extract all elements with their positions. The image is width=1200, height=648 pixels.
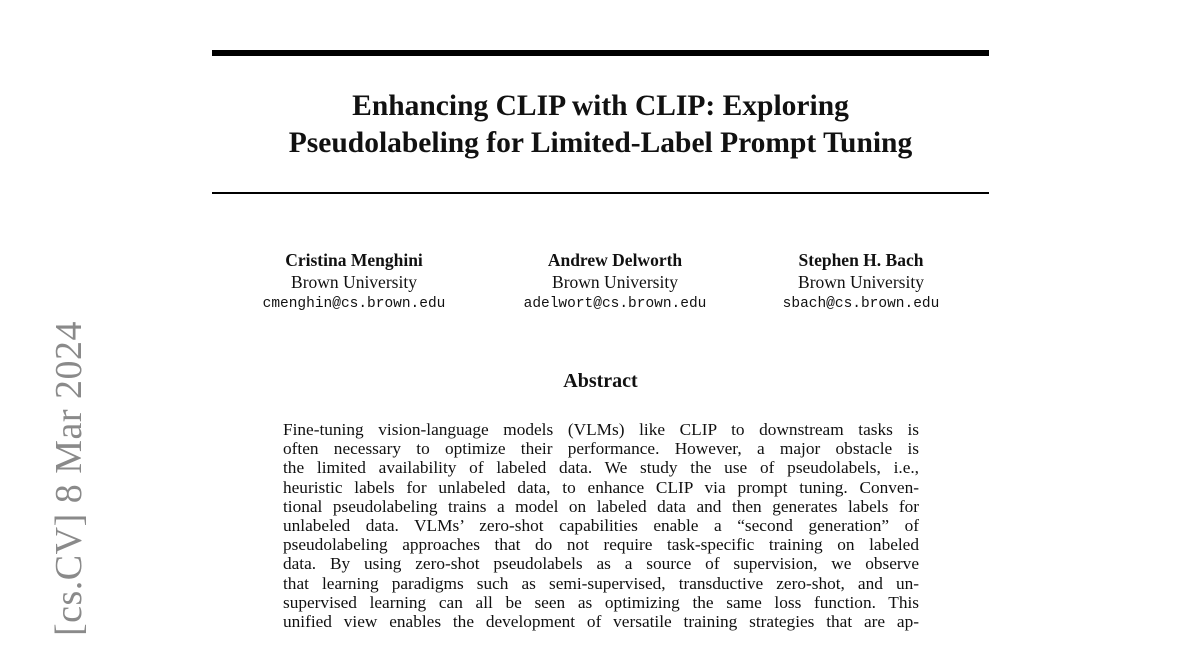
abstract-line: data. By using zero-shot pseudolabels as a source of supervision, we observe bbox=[283, 554, 919, 574]
abstract-line: pseudolabeling approaches that do not require task-specific training on labeled bbox=[283, 535, 919, 555]
title-bottom-rule bbox=[212, 192, 989, 194]
title-line-2: Pseudolabeling for Limited-Label Prompt Tuning bbox=[288, 127, 913, 159]
abstract-line: the limited availability of labeled data. We study the use of pseudolabels, i.e., bbox=[283, 458, 919, 478]
author-email[interactable]: cmenghin@cs.brown.edu bbox=[262, 296, 446, 312]
abstract-line: unified view enables the development of versatile training strategies that are ap- bbox=[283, 611, 919, 631]
author-email[interactable]: sbach@cs.brown.edu bbox=[782, 296, 940, 312]
abstract-line: supervised learning can all be seen as optimizing the same loss function. This bbox=[283, 592, 919, 612]
author-block-3 bbox=[731, 249, 991, 315]
author-name: Cristina Menghini bbox=[285, 250, 423, 270]
author-block-1 bbox=[224, 249, 484, 315]
abstract-line: that learning paradigms such as semi-supervised, transductive zero-shot, and un- bbox=[283, 573, 919, 593]
title-top-rule bbox=[212, 50, 989, 56]
abstract-line: heuristic labels for unlabeled data, to enhance CLIP via prompt tuning. Conven- bbox=[283, 477, 919, 497]
abstract-line: often necessary to optimize their performance. However, a major obstacle is bbox=[283, 439, 919, 459]
title-line-1: Enhancing CLIP with CLIP: Exploring bbox=[352, 90, 849, 122]
abstract-line: tional pseudolabeling trains a model on labeled data and then generates labels for bbox=[283, 496, 919, 516]
paper-title bbox=[212, 88, 989, 162]
author-affiliation: Brown University bbox=[798, 272, 924, 292]
abstract-heading: Abstract bbox=[563, 370, 638, 392]
author-block-2 bbox=[485, 249, 745, 315]
author-name: Stephen H. Bach bbox=[798, 250, 924, 270]
author-affiliation: Brown University bbox=[291, 272, 417, 292]
abstract-line: unlabeled data. VLMs’ zero-shot capabilities enable a “second generation” of bbox=[283, 515, 919, 535]
arxiv-stamp: [cs.CV] 8 Mar 2024 bbox=[48, 320, 90, 636]
abstract-line: Fine-tuning vision-language models (VLMs) like CLIP to downstream tasks is bbox=[283, 420, 919, 439]
author-email[interactable]: adelwort@cs.brown.edu bbox=[523, 296, 707, 312]
author-name: Andrew Delworth bbox=[547, 250, 683, 270]
author-affiliation: Brown University bbox=[552, 272, 678, 292]
abstract-body bbox=[283, 420, 919, 631]
